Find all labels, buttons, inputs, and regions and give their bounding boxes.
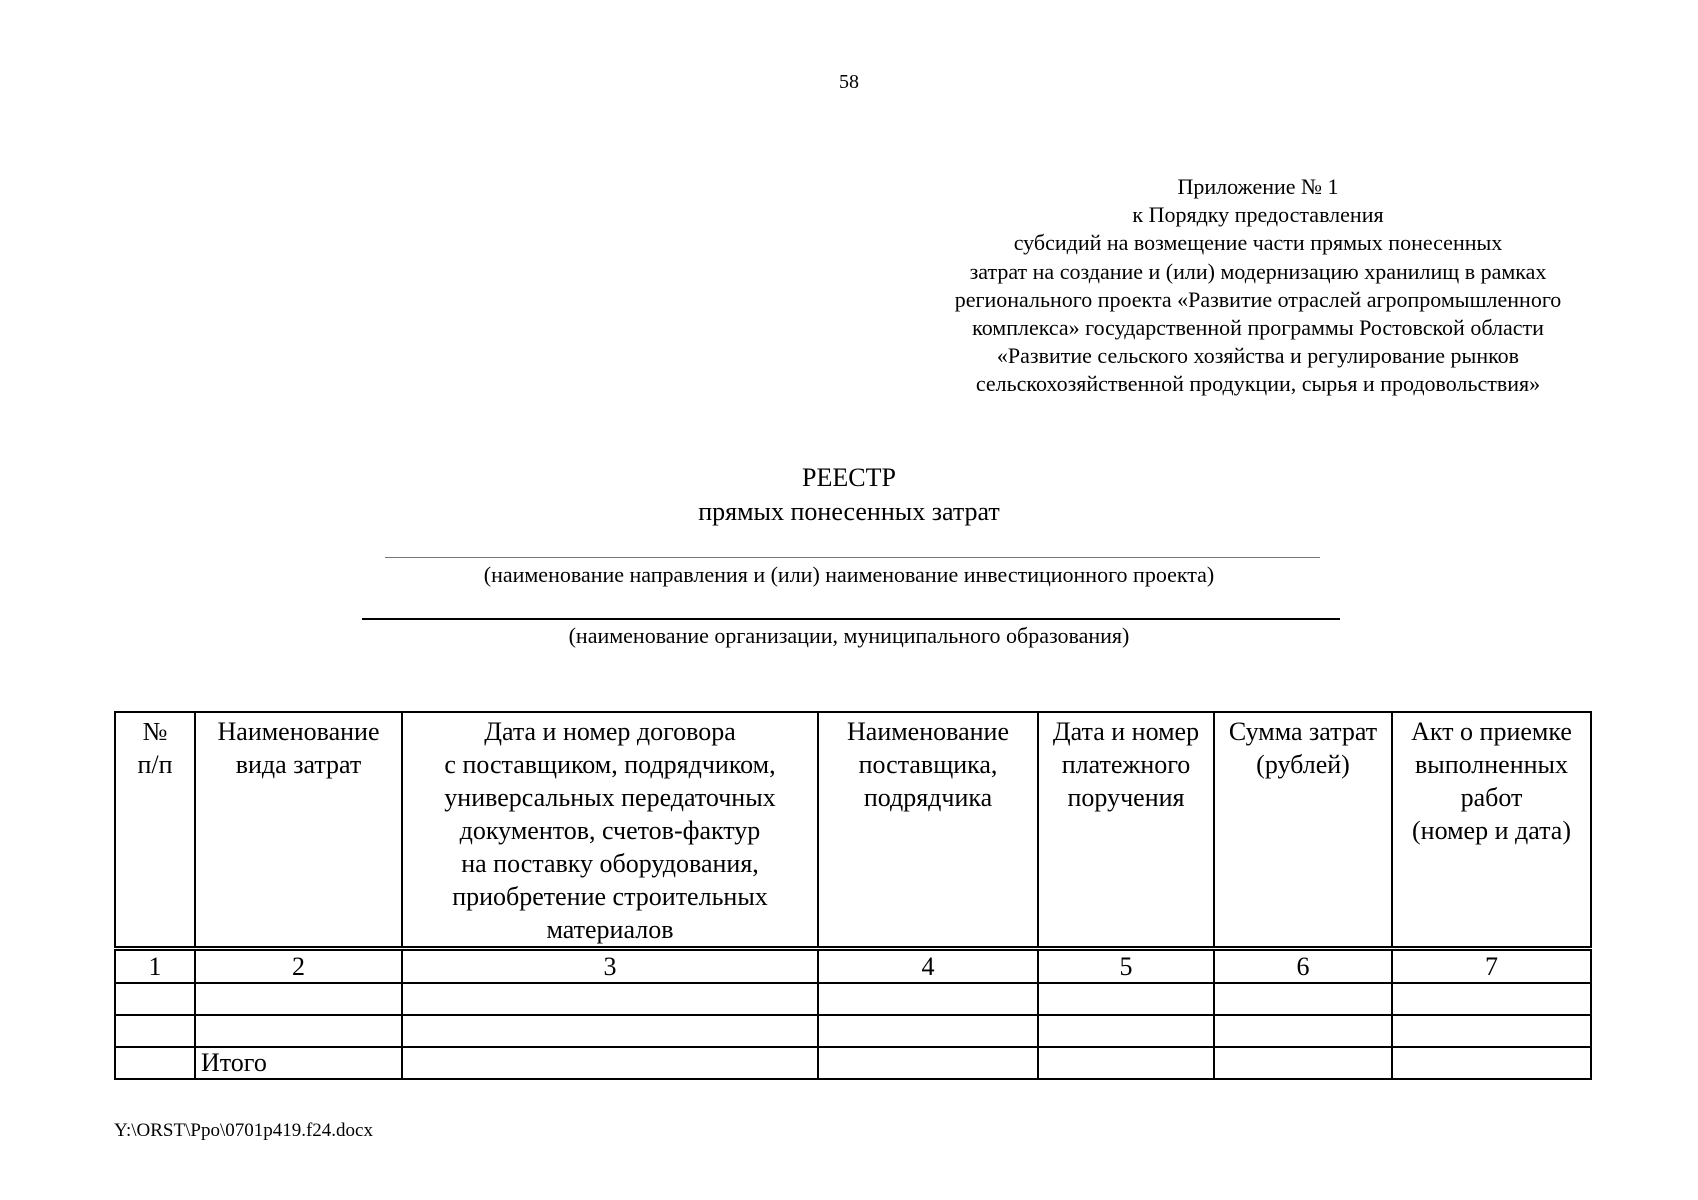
registry-subtitle: прямых понесенных затрат: [698, 497, 1000, 526]
table-cell: [1392, 1047, 1591, 1079]
header-cell-supplier: [818, 712, 1038, 949]
header-label: Наименование вида затрат: [217, 717, 380, 779]
appendix-line: «Развитие сельского хозяйства и регулирование рынков: [996, 343, 1520, 369]
appendix-line: субсидий на возмещение части прямых понесенных: [1013, 230, 1503, 256]
header-label: Дата и номер договора с поставщиком, подрядчиком, универсальных передаточных документов, счетов-фактур на поставку оборудования, приобретение строительных материалов: [444, 717, 776, 944]
table-cell: [1392, 1015, 1591, 1047]
table-cell: [818, 1047, 1038, 1079]
column-number-cell: 6: [1214, 949, 1392, 984]
column-number-cell: 4: [818, 949, 1038, 984]
column-number-cell: 5: [1038, 949, 1214, 984]
column-number-cell: 3: [402, 949, 818, 984]
direction-fill-line: [385, 557, 1320, 558]
appendix-block: [918, 173, 1598, 399]
footer-file-path: Y:\ORST\Ppo\0701p419.f24.docx: [114, 1120, 373, 1141]
appendix-line: сельскохозяйственной продукции, сырья и продовольствия»: [975, 371, 1541, 397]
table-row: [115, 1015, 1591, 1047]
total-label: Итого: [195, 1047, 402, 1079]
header-label: Сумма затрат (рублей): [1228, 717, 1378, 779]
registry-table: [114, 711, 1592, 1080]
header-label: Акт о приемке выполненных работ (номер и дата): [1411, 717, 1572, 845]
appendix-line: затрат на создание и (или) модернизацию хранилищ в рамках: [969, 258, 1547, 284]
table-cell: [115, 1015, 195, 1047]
appendix-line: Приложение № 1: [1177, 174, 1339, 199]
column-number-cell: 1: [115, 949, 195, 984]
header-cell-number: [115, 712, 195, 949]
header-cell-contract: [402, 712, 818, 949]
table-cell: [402, 1047, 818, 1079]
appendix-line: комплекса» государственной программы Ростовской области: [972, 315, 1544, 341]
table-cell: [195, 983, 402, 1015]
table-cell: [1038, 1047, 1214, 1079]
table-header-row: [115, 712, 1591, 949]
table-cell: [195, 1015, 402, 1047]
page-number: 58: [839, 71, 859, 93]
organization-fill-line: [362, 618, 1340, 620]
header-cell-cost-type: [195, 712, 402, 949]
header-label: Дата и номер платежного поручения: [1052, 717, 1200, 812]
table-cell: [402, 1015, 818, 1047]
organization-caption: (наименование организации, муниципального образования): [568, 623, 1130, 648]
column-number-row: [115, 949, 1591, 984]
table-cell: [1038, 1015, 1214, 1047]
total-row: [115, 1047, 1591, 1079]
table-cell: [1038, 983, 1214, 1015]
direction-caption: (наименование направления и (или) наименование инвестиционного проекта): [483, 562, 1215, 587]
appendix-line: регионального проекта «Развитие отраслей агропромышленного: [954, 286, 1562, 312]
header-label: № п/п: [137, 717, 173, 779]
header-cell-payment-order: [1038, 712, 1214, 949]
table-cell: [115, 983, 195, 1015]
table-cell: [1214, 1047, 1392, 1079]
table-cell: [1214, 1015, 1392, 1047]
registry-title: РЕЕСТР: [802, 463, 896, 492]
column-number-cell: 7: [1392, 949, 1591, 984]
header-label: Наименование поставщика, подрядчика: [847, 717, 1009, 812]
table-cell: [1392, 983, 1591, 1015]
column-number-cell: 2: [195, 949, 402, 984]
header-cell-amount: [1214, 712, 1392, 949]
appendix-line: к Порядку предоставления: [1132, 202, 1384, 228]
table-cell: [115, 1047, 195, 1079]
table-cell: [818, 983, 1038, 1015]
table-row: [115, 983, 1591, 1015]
table-cell: [1214, 983, 1392, 1015]
table-cell: [818, 1015, 1038, 1047]
table-cell: [402, 983, 818, 1015]
header-cell-acceptance-act: [1392, 712, 1591, 949]
